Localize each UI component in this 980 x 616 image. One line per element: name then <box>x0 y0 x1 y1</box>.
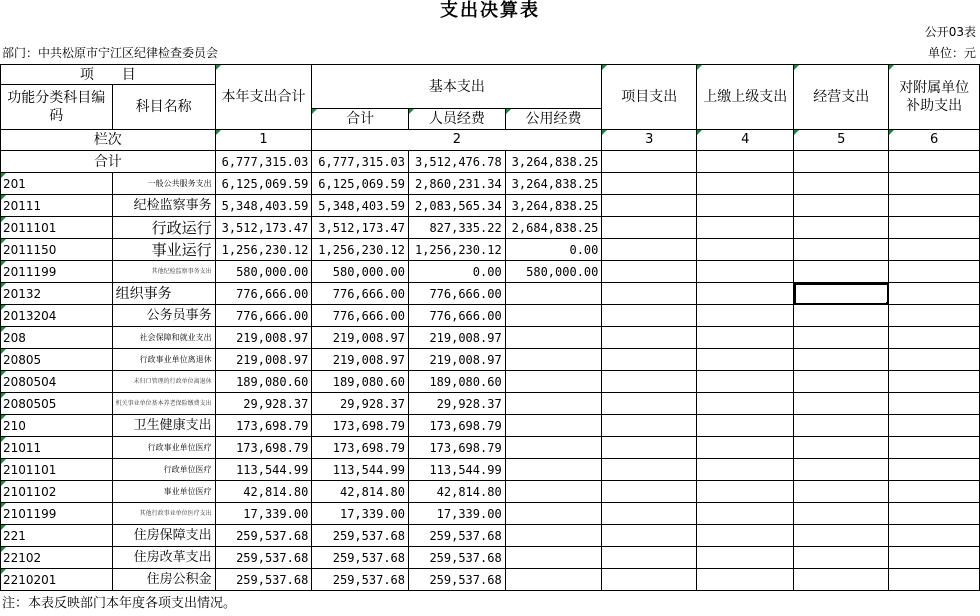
code-cell[interactable]: 208 <box>1 327 113 349</box>
form-number: 公开03表 <box>924 25 976 39</box>
code-cell[interactable]: 2080505 <box>1 393 113 415</box>
personnel-cell[interactable]: 776,666.00 <box>409 305 506 327</box>
basic-sum-cell[interactable]: 219,008.97 <box>312 327 409 349</box>
header-project[interactable]: 项目支出 <box>602 65 697 130</box>
total-label[interactable]: 合计 <box>1 151 216 173</box>
total-cell[interactable]: 259,537.68 <box>215 525 312 547</box>
personnel-cell[interactable]: 3,512,476.78 <box>409 151 506 173</box>
item-name-cell[interactable]: 住房改革支出 <box>112 547 215 569</box>
row-index-label[interactable]: 栏次 <box>1 130 216 151</box>
code-cell[interactable]: 20132 <box>1 283 113 305</box>
table-row <box>1 349 980 371</box>
personnel-cell[interactable]: 259,537.68 <box>409 547 506 569</box>
upper-cell[interactable] <box>697 305 794 327</box>
item-name-cell[interactable]: 社会保障和就业支出 <box>112 327 215 349</box>
basic-sum-cell[interactable]: 113,544.99 <box>312 459 409 481</box>
business-cell[interactable] <box>794 371 889 393</box>
basic-sum-cell[interactable]: 173,698.79 <box>312 415 409 437</box>
public-cell[interactable] <box>505 415 602 437</box>
subsidy-cell[interactable] <box>889 349 980 371</box>
subsidy-cell[interactable] <box>889 437 980 459</box>
code-cell[interactable]: 2011101 <box>1 217 113 239</box>
header-subsidy[interactable]: 对附属单位补助支出 <box>889 65 980 130</box>
basic-sum-cell[interactable]: 6,777,315.03 <box>312 151 409 173</box>
upper-cell[interactable] <box>697 371 794 393</box>
basic-sum-cell[interactable]: 259,537.68 <box>312 547 409 569</box>
department-label: 部门：中共松原市宁江区纪律检查委员会 <box>2 46 219 60</box>
public-cell[interactable] <box>505 349 602 371</box>
code-cell[interactable]: 20111 <box>1 195 113 217</box>
footnote: 注：本表反映部门本年度各项支出情况。 <box>2 596 237 611</box>
project-cell[interactable] <box>602 173 697 195</box>
business-cell[interactable] <box>794 217 889 239</box>
code-cell[interactable]: 2011199 <box>1 261 113 283</box>
table-row <box>1 459 980 481</box>
item-name-cell[interactable]: 住房保障支出 <box>112 525 215 547</box>
total-cell[interactable]: 17,339.00 <box>215 503 312 525</box>
upper-cell[interactable] <box>697 503 794 525</box>
project-cell[interactable] <box>602 349 697 371</box>
public-cell[interactable]: 0.00 <box>505 239 602 261</box>
item-name-cell[interactable]: 机关事业单位基本养老保险缴费支出 <box>112 393 215 415</box>
table-row <box>1 525 980 547</box>
code-cell[interactable]: 22102 <box>1 547 113 569</box>
project-cell[interactable] <box>602 569 697 591</box>
total-row <box>1 151 980 173</box>
upper-cell[interactable] <box>697 547 794 569</box>
personnel-cell[interactable]: 2,083,565.34 <box>409 195 506 217</box>
total-cell[interactable]: 1,256,230.12 <box>215 239 312 261</box>
project-cell[interactable] <box>602 503 697 525</box>
code-cell[interactable]: 2013204 <box>1 305 113 327</box>
project-cell[interactable] <box>602 261 697 283</box>
public-cell[interactable]: 3,264,838.25 <box>505 151 602 173</box>
total-cell[interactable]: 219,008.97 <box>215 349 312 371</box>
header-upper[interactable]: 上缴上级支出 <box>697 65 794 130</box>
business-cell[interactable] <box>794 173 889 195</box>
header-item[interactable]: 项 目 <box>1 65 216 85</box>
project-cell[interactable] <box>602 459 697 481</box>
table-row <box>1 393 980 415</box>
business-cell[interactable] <box>794 569 889 591</box>
basic-sum-cell[interactable]: 1,256,230.12 <box>312 239 409 261</box>
code-cell[interactable]: 2011150 <box>1 239 113 261</box>
item-name-cell[interactable]: 一般公共服务支出 <box>112 173 215 195</box>
total-cell[interactable]: 580,000.00 <box>215 261 312 283</box>
upper-cell[interactable] <box>697 151 794 173</box>
header-item-name[interactable]: 科目名称 <box>112 85 215 130</box>
table-row <box>1 305 980 327</box>
public-cell[interactable] <box>505 547 602 569</box>
public-cell[interactable] <box>505 437 602 459</box>
upper-cell[interactable] <box>697 239 794 261</box>
subsidy-cell[interactable] <box>889 173 980 195</box>
project-cell[interactable] <box>602 525 697 547</box>
subsidy-cell[interactable] <box>889 217 980 239</box>
total-cell[interactable]: 173,698.79 <box>215 437 312 459</box>
subsidy-cell[interactable] <box>889 305 980 327</box>
public-cell[interactable] <box>505 327 602 349</box>
item-name-cell[interactable]: 行政事业单位离退休 <box>112 349 215 371</box>
personnel-cell[interactable]: 173,698.79 <box>409 437 506 459</box>
basic-sum-cell[interactable]: 776,666.00 <box>312 305 409 327</box>
table-row <box>1 415 980 437</box>
project-cell[interactable] <box>602 195 697 217</box>
table-row <box>1 481 980 503</box>
table-row <box>1 437 980 459</box>
public-cell[interactable]: 3,264,838.25 <box>505 173 602 195</box>
business-cell[interactable] <box>794 547 889 569</box>
total-cell[interactable]: 219,008.97 <box>215 327 312 349</box>
total-cell[interactable]: 173,698.79 <box>215 415 312 437</box>
business-cell[interactable] <box>794 481 889 503</box>
subsidy-cell[interactable] <box>889 415 980 437</box>
item-name-cell[interactable]: 纪检监察事务 <box>112 195 215 217</box>
code-cell[interactable]: 20805 <box>1 349 113 371</box>
item-name-cell[interactable]: 其他行政事业单位医疗支出 <box>112 503 215 525</box>
public-cell[interactable] <box>505 459 602 481</box>
personnel-cell[interactable]: 42,814.80 <box>409 481 506 503</box>
project-cell[interactable] <box>602 283 697 305</box>
public-cell[interactable] <box>505 503 602 525</box>
personnel-cell[interactable]: 776,666.00 <box>409 283 506 305</box>
total-cell[interactable]: 259,537.68 <box>215 547 312 569</box>
header-func-code[interactable]: 功能分类科目编码 <box>1 85 113 130</box>
header-public[interactable]: 公用经费 <box>505 109 602 130</box>
personnel-cell[interactable]: 219,008.97 <box>409 349 506 371</box>
item-name-cell[interactable]: 住房公积金 <box>112 569 215 591</box>
total-cell[interactable]: 189,080.60 <box>215 371 312 393</box>
public-cell[interactable] <box>505 393 602 415</box>
item-name-cell[interactable]: 未归口管理的行政单位离退休 <box>112 371 215 393</box>
business-cell[interactable] <box>794 261 889 283</box>
basic-sum-cell[interactable]: 259,537.68 <box>312 569 409 591</box>
personnel-cell[interactable]: 219,008.97 <box>409 327 506 349</box>
public-cell[interactable]: 3,264,838.25 <box>505 195 602 217</box>
personnel-cell[interactable]: 17,339.00 <box>409 503 506 525</box>
project-cell[interactable] <box>602 217 697 239</box>
public-cell[interactable] <box>505 481 602 503</box>
header-personnel[interactable]: 人员经费 <box>409 109 506 130</box>
col-index-3[interactable]: 3 <box>602 130 697 151</box>
total-cell[interactable]: 3,512,173.47 <box>215 217 312 239</box>
business-cell[interactable] <box>794 525 889 547</box>
subsidy-cell[interactable] <box>889 503 980 525</box>
header-business[interactable]: 经营支出 <box>794 65 889 130</box>
project-cell[interactable] <box>602 371 697 393</box>
upper-cell[interactable] <box>697 481 794 503</box>
personnel-cell[interactable]: 1,256,230.12 <box>409 239 506 261</box>
item-name-cell[interactable]: 行政运行 <box>112 217 215 239</box>
total-cell[interactable]: 259,537.68 <box>215 569 312 591</box>
header-basic[interactable]: 基本支出 <box>312 65 602 109</box>
col-index-1[interactable]: 1 <box>215 130 312 151</box>
subsidy-cell[interactable] <box>889 459 980 481</box>
upper-cell[interactable] <box>697 327 794 349</box>
item-name-cell[interactable]: 其他纪检监察事务支出 <box>112 261 215 283</box>
personnel-cell[interactable]: 2,860,231.34 <box>409 173 506 195</box>
basic-sum-cell[interactable]: 5,348,403.59 <box>312 195 409 217</box>
table-row <box>1 239 980 261</box>
table-row <box>1 261 980 283</box>
project-cell[interactable] <box>602 305 697 327</box>
subsidy-cell[interactable] <box>889 151 980 173</box>
business-cell[interactable] <box>794 503 889 525</box>
subsidy-cell[interactable] <box>889 393 980 415</box>
total-cell[interactable]: 113,544.99 <box>215 459 312 481</box>
item-name-cell[interactable]: 卫生健康支出 <box>112 415 215 437</box>
total-cell[interactable]: 6,125,069.59 <box>215 173 312 195</box>
subsidy-cell[interactable] <box>889 327 980 349</box>
total-cell[interactable]: 776,666.00 <box>215 305 312 327</box>
project-cell[interactable] <box>602 151 697 173</box>
basic-sum-cell[interactable]: 6,125,069.59 <box>312 173 409 195</box>
item-name-cell[interactable]: 事业运行 <box>112 239 215 261</box>
total-cell[interactable]: 6,777,315.03 <box>215 151 312 173</box>
item-name-cell[interactable]: 行政单位医疗 <box>112 459 215 481</box>
basic-sum-cell[interactable]: 776,666.00 <box>312 283 409 305</box>
business-cell[interactable] <box>794 393 889 415</box>
business-cell[interactable] <box>794 349 889 371</box>
code-cell[interactable]: 201 <box>1 173 113 195</box>
subsidy-cell[interactable] <box>889 481 980 503</box>
upper-cell[interactable] <box>697 217 794 239</box>
unit-label: 单位：元 <box>927 46 976 60</box>
selected-cell[interactable] <box>794 283 889 305</box>
basic-sum-cell[interactable]: 29,928.37 <box>312 393 409 415</box>
col-index-5[interactable]: 5 <box>794 130 889 151</box>
personnel-cell[interactable]: 827,335.22 <box>409 217 506 239</box>
personnel-cell[interactable]: 0.00 <box>409 261 506 283</box>
col-index-4[interactable]: 4 <box>697 130 794 151</box>
code-cell[interactable]: 2101101 <box>1 459 113 481</box>
project-cell[interactable] <box>602 239 697 261</box>
table-row <box>1 217 980 239</box>
total-cell[interactable]: 5,348,403.59 <box>215 195 312 217</box>
table-row <box>1 173 980 195</box>
business-cell[interactable] <box>794 151 889 173</box>
project-cell[interactable] <box>602 481 697 503</box>
table-row <box>1 327 980 349</box>
basic-sum-cell[interactable]: 173,698.79 <box>312 437 409 459</box>
table-row <box>1 547 980 569</box>
upper-cell[interactable] <box>697 569 794 591</box>
col-index-2[interactable]: 2 <box>312 130 602 151</box>
basic-sum-cell[interactable]: 189,080.60 <box>312 371 409 393</box>
upper-cell[interactable] <box>697 173 794 195</box>
subsidy-cell[interactable] <box>889 283 980 305</box>
col-index-6[interactable]: 6 <box>889 130 980 151</box>
subsidy-cell[interactable] <box>889 371 980 393</box>
upper-cell[interactable] <box>697 415 794 437</box>
header-basic-sum[interactable]: 合计 <box>312 109 409 130</box>
code-cell[interactable]: 210 <box>1 415 113 437</box>
business-cell[interactable] <box>794 305 889 327</box>
subsidy-cell[interactable] <box>889 569 980 591</box>
personnel-cell[interactable]: 29,928.37 <box>409 393 506 415</box>
upper-cell[interactable] <box>697 393 794 415</box>
public-cell[interactable] <box>505 283 602 305</box>
project-cell[interactable] <box>602 547 697 569</box>
subsidy-cell[interactable] <box>889 547 980 569</box>
basic-sum-cell[interactable]: 3,512,173.47 <box>312 217 409 239</box>
project-cell[interactable] <box>602 327 697 349</box>
public-cell[interactable] <box>505 569 602 591</box>
project-cell[interactable] <box>602 415 697 437</box>
public-cell[interactable] <box>505 371 602 393</box>
total-cell[interactable]: 42,814.80 <box>215 481 312 503</box>
code-cell[interactable]: 2101102 <box>1 481 113 503</box>
personnel-cell[interactable]: 259,537.68 <box>409 525 506 547</box>
business-cell[interactable] <box>794 239 889 261</box>
subsidy-cell[interactable] <box>889 261 980 283</box>
upper-cell[interactable] <box>697 349 794 371</box>
personnel-cell[interactable]: 113,544.99 <box>409 459 506 481</box>
business-cell[interactable] <box>794 415 889 437</box>
business-cell[interactable] <box>794 437 889 459</box>
header-total-this-year[interactable]: 本年支出合计 <box>215 65 312 130</box>
fill-handle[interactable] <box>886 302 889 305</box>
table-row <box>1 371 980 393</box>
upper-cell[interactable] <box>697 437 794 459</box>
table-row <box>1 283 980 305</box>
report-title: 支出决算表 <box>440 0 540 21</box>
table-row <box>1 503 980 525</box>
upper-cell[interactable] <box>697 525 794 547</box>
project-cell[interactable] <box>602 437 697 459</box>
table-row <box>1 569 980 591</box>
code-cell[interactable]: 221 <box>1 525 113 547</box>
business-cell[interactable] <box>794 459 889 481</box>
table-row <box>1 195 980 217</box>
project-cell[interactable] <box>602 393 697 415</box>
total-cell[interactable]: 29,928.37 <box>215 393 312 415</box>
code-cell[interactable]: 2080504 <box>1 371 113 393</box>
public-cell[interactable]: 2,684,838.25 <box>505 217 602 239</box>
basic-sum-cell[interactable]: 42,814.80 <box>312 481 409 503</box>
public-cell[interactable] <box>505 525 602 547</box>
basic-sum-cell[interactable]: 580,000.00 <box>312 261 409 283</box>
basic-sum-cell[interactable]: 219,008.97 <box>312 349 409 371</box>
upper-cell[interactable] <box>697 283 794 305</box>
business-cell[interactable] <box>794 195 889 217</box>
subsidy-cell[interactable] <box>889 525 980 547</box>
item-name-cell[interactable]: 组织事务 <box>112 283 215 305</box>
upper-cell[interactable] <box>697 261 794 283</box>
item-name-cell[interactable]: 行政事业单位医疗 <box>112 437 215 459</box>
public-cell[interactable]: 580,000.00 <box>505 261 602 283</box>
item-name-cell[interactable]: 事业单位医疗 <box>112 481 215 503</box>
total-cell[interactable]: 776,666.00 <box>215 283 312 305</box>
public-cell[interactable] <box>505 305 602 327</box>
code-cell[interactable]: 21011 <box>1 437 113 459</box>
upper-cell[interactable] <box>697 195 794 217</box>
personnel-cell[interactable]: 259,537.68 <box>409 569 506 591</box>
basic-sum-cell[interactable]: 259,537.68 <box>312 525 409 547</box>
subsidy-cell[interactable] <box>889 239 980 261</box>
business-cell[interactable] <box>794 327 889 349</box>
personnel-cell[interactable]: 189,080.60 <box>409 371 506 393</box>
item-name-cell[interactable]: 公务员事务 <box>112 305 215 327</box>
expenditure-table <box>0 64 980 591</box>
code-cell[interactable]: 2101199 <box>1 503 113 525</box>
subsidy-cell[interactable] <box>889 195 980 217</box>
basic-sum-cell[interactable]: 17,339.00 <box>312 503 409 525</box>
code-cell[interactable]: 2210201 <box>1 569 113 591</box>
personnel-cell[interactable]: 173,698.79 <box>409 415 506 437</box>
upper-cell[interactable] <box>697 459 794 481</box>
